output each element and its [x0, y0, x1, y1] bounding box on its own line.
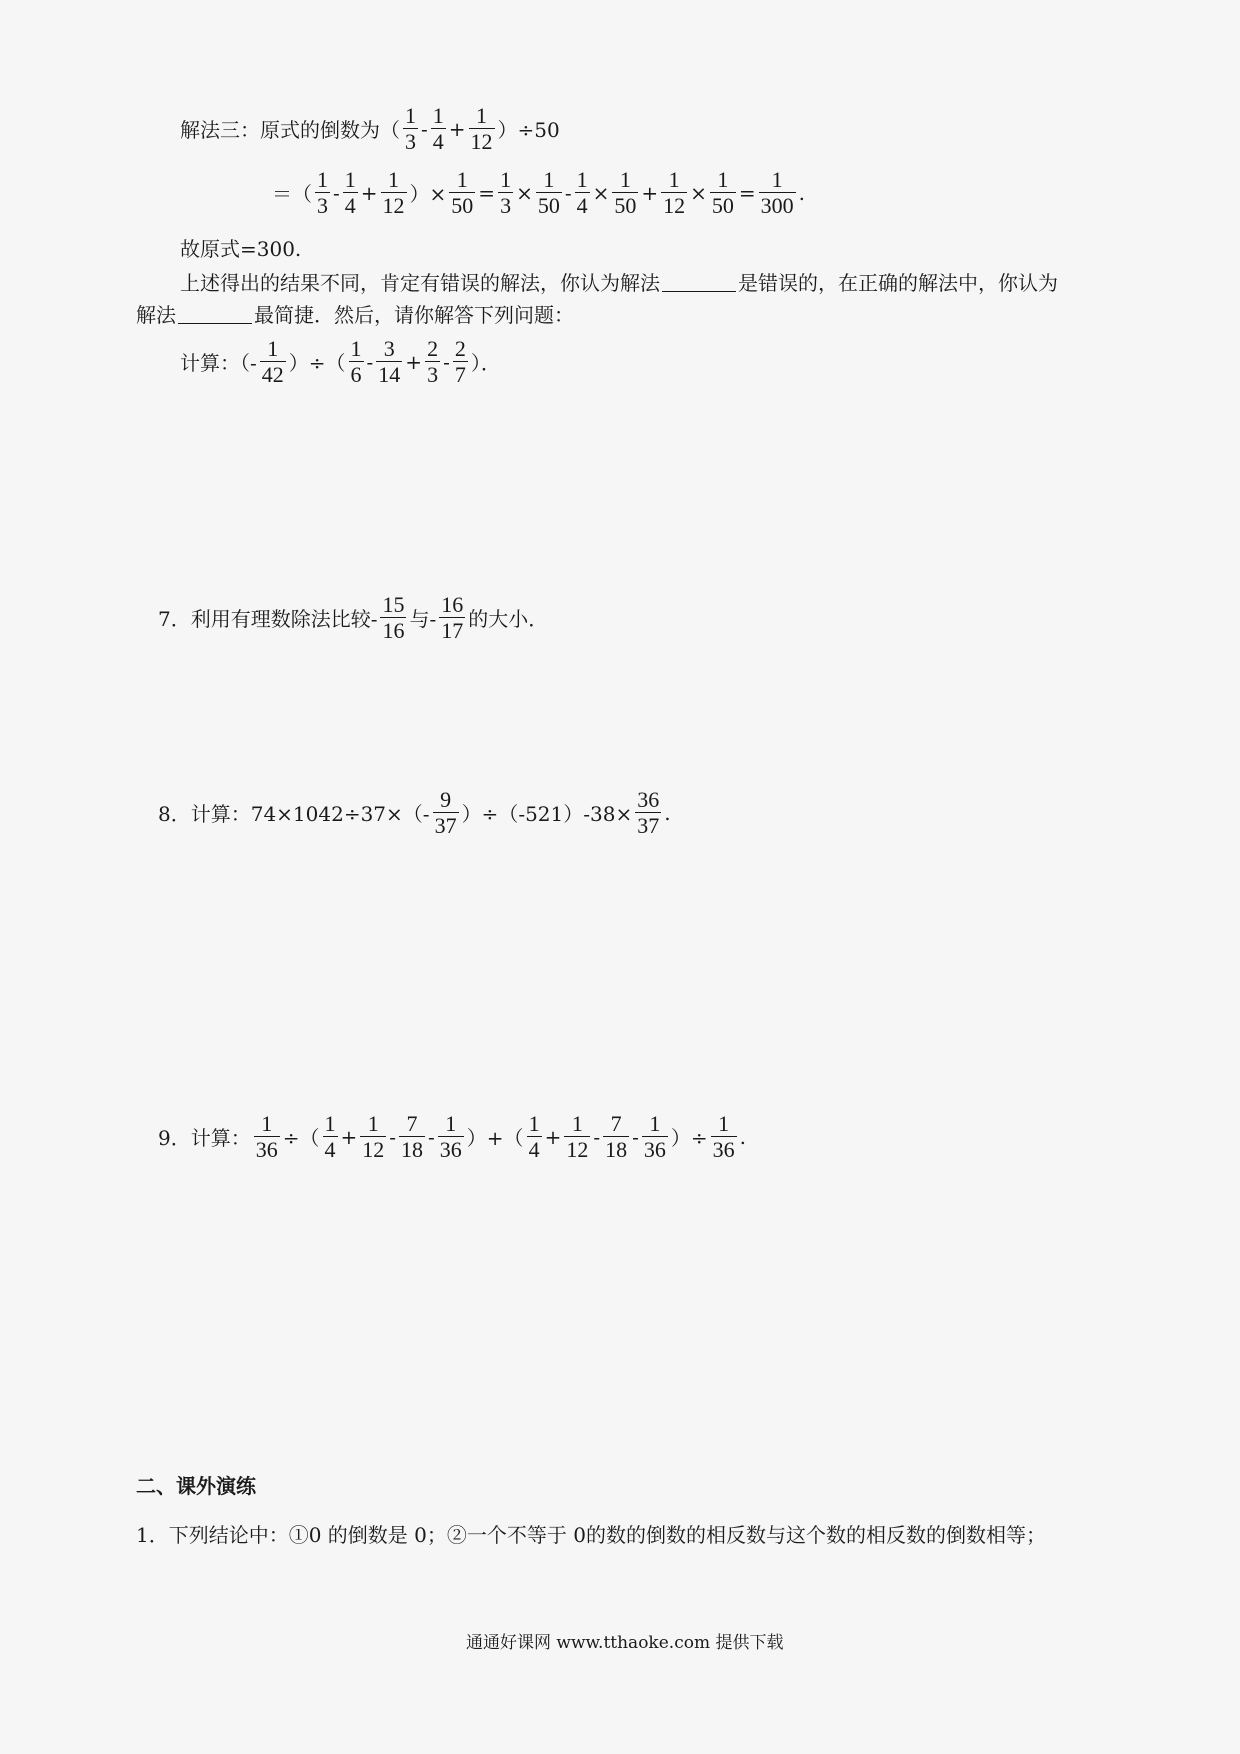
solution3-conclusion: 故原式=300.	[180, 237, 302, 261]
fraction: $\frac{1}{12}$	[362, 1111, 385, 1163]
fraction: $\frac{3}{14}$	[378, 336, 401, 388]
fraction: $\frac{1}{3}$	[405, 103, 416, 155]
fraction: $\frac{1}{12}$	[663, 167, 686, 219]
page-footer: 通通好课网 www.tthaoke.com 提供下载	[466, 1633, 784, 1653]
exercise-1: 1．下列结论中：①0 的倒数是 0；②一个不等于 0的数的倒数的相反数与这个数的相反数的倒数相等；	[136, 1523, 1046, 1547]
fraction: $\frac{15}{16}$	[382, 592, 405, 644]
fraction: $\frac{1}{4}$	[576, 167, 588, 219]
solution3-line1: 解法三：原式的倒数为（ $\frac{1}{3}$ - $\frac{1}{4}$ + $\frac{1}{12}$ ）÷50	[180, 103, 560, 155]
fraction: $\frac{1}{36}$	[255, 1111, 278, 1163]
fraction: $\frac{1}{3}$	[500, 167, 512, 219]
fraction: $\frac{1}{36}$	[439, 1111, 462, 1163]
fraction: $\frac{7}{18}$	[605, 1111, 628, 1163]
fraction: $\frac{1}{36}$	[643, 1111, 666, 1163]
answer-blank	[662, 271, 736, 292]
section-heading: 二、课外演练	[136, 1474, 256, 1498]
fraction: $\frac{1}{50}$	[711, 167, 734, 219]
fraction: $\frac{1}{12}$	[382, 167, 405, 219]
fraction: $\frac{1}{4}$	[528, 1111, 540, 1163]
fraction: $\frac{1}{42}$	[261, 336, 284, 388]
fraction: $\frac{1}{12}$	[566, 1111, 589, 1163]
answer-blank	[178, 303, 252, 324]
fraction: $\frac{1}{4}$	[344, 167, 356, 219]
fraction: $\frac{1}{4}$	[324, 1111, 336, 1163]
fraction: $\frac{9}{37}$	[434, 787, 457, 839]
fraction: $\frac{1}{4}$	[432, 103, 444, 155]
question-8: 8．计算：74×1042÷37×（- $\frac{9}{37}$ ）÷（-521）-38× $\frac{36}{37}$ .	[158, 787, 671, 839]
fraction: $\frac{1}{12}$	[470, 103, 493, 155]
fraction: $\frac{1}{50}$	[537, 167, 560, 219]
fraction: $\frac{1}{3}$	[317, 167, 328, 219]
fraction: $\frac{1}{50}$	[451, 167, 474, 219]
fraction: $\frac{2}{3}$	[427, 336, 439, 388]
question-7: 7．利用有理数除法比较- $\frac{15}{16}$ 与- $\frac{16}{17}$ 的大小．	[158, 592, 549, 644]
solution3-lead: 解法三：原式的倒数为（	[180, 118, 400, 143]
fraction: $\frac{2}{7}$	[454, 336, 466, 388]
compute-problem: 计算：（- $\frac{1}{42}$ ）÷（ $\frac{1}{6}$ - $\frac{3}{14}$ + $\frac{2}{3}$ - $\frac{2}{7}$ ）．	[180, 336, 501, 388]
question-line2: 解法 最简捷．然后，请你解答下列问题：	[136, 303, 574, 327]
fraction: $\frac{1}{300}$	[760, 167, 794, 219]
fraction: $\frac{1}{6}$	[350, 336, 362, 388]
fraction: $\frac{36}{37}$	[637, 787, 660, 839]
solution3-line2: ＝（ $\frac{1}{3}$ - $\frac{1}{4}$ + $\frac{1}{12}$ ）× $\frac{1}{50}$ = $\frac{1}{3}$ × $\frac{1}{50}$ - $\frac{1}{4}$ × $\frac{1}{50}$ + $\frac{1}{12}$ × $\frac{1}{50}$ = $\frac{1}{300}$ .	[272, 167, 806, 219]
question-line1: 上述得出的结果不同，肯定有错误的解法，你认为解法 是错误的，在正确的解法中，你认为	[180, 271, 1058, 295]
fraction: $\frac{1}{50}$	[614, 167, 637, 219]
fraction: $\frac{7}{18}$	[401, 1111, 424, 1163]
fraction: $\frac{1}{36}$	[712, 1111, 735, 1163]
question-9: 9．计算： $\frac{1}{36}$ ÷（ $\frac{1}{4}$ + $\frac{1}{12}$ - $\frac{7}{18}$ - $\frac{1}{36}$ ）+（ $\frac{1}{4}$ + $\frac{1}{12}$ - $\frac{7}{18}$ - $\frac{1}{36}$ ）÷ $\frac{1}{36}$ .	[158, 1111, 746, 1163]
fraction: $\frac{16}{17}$	[441, 592, 464, 644]
